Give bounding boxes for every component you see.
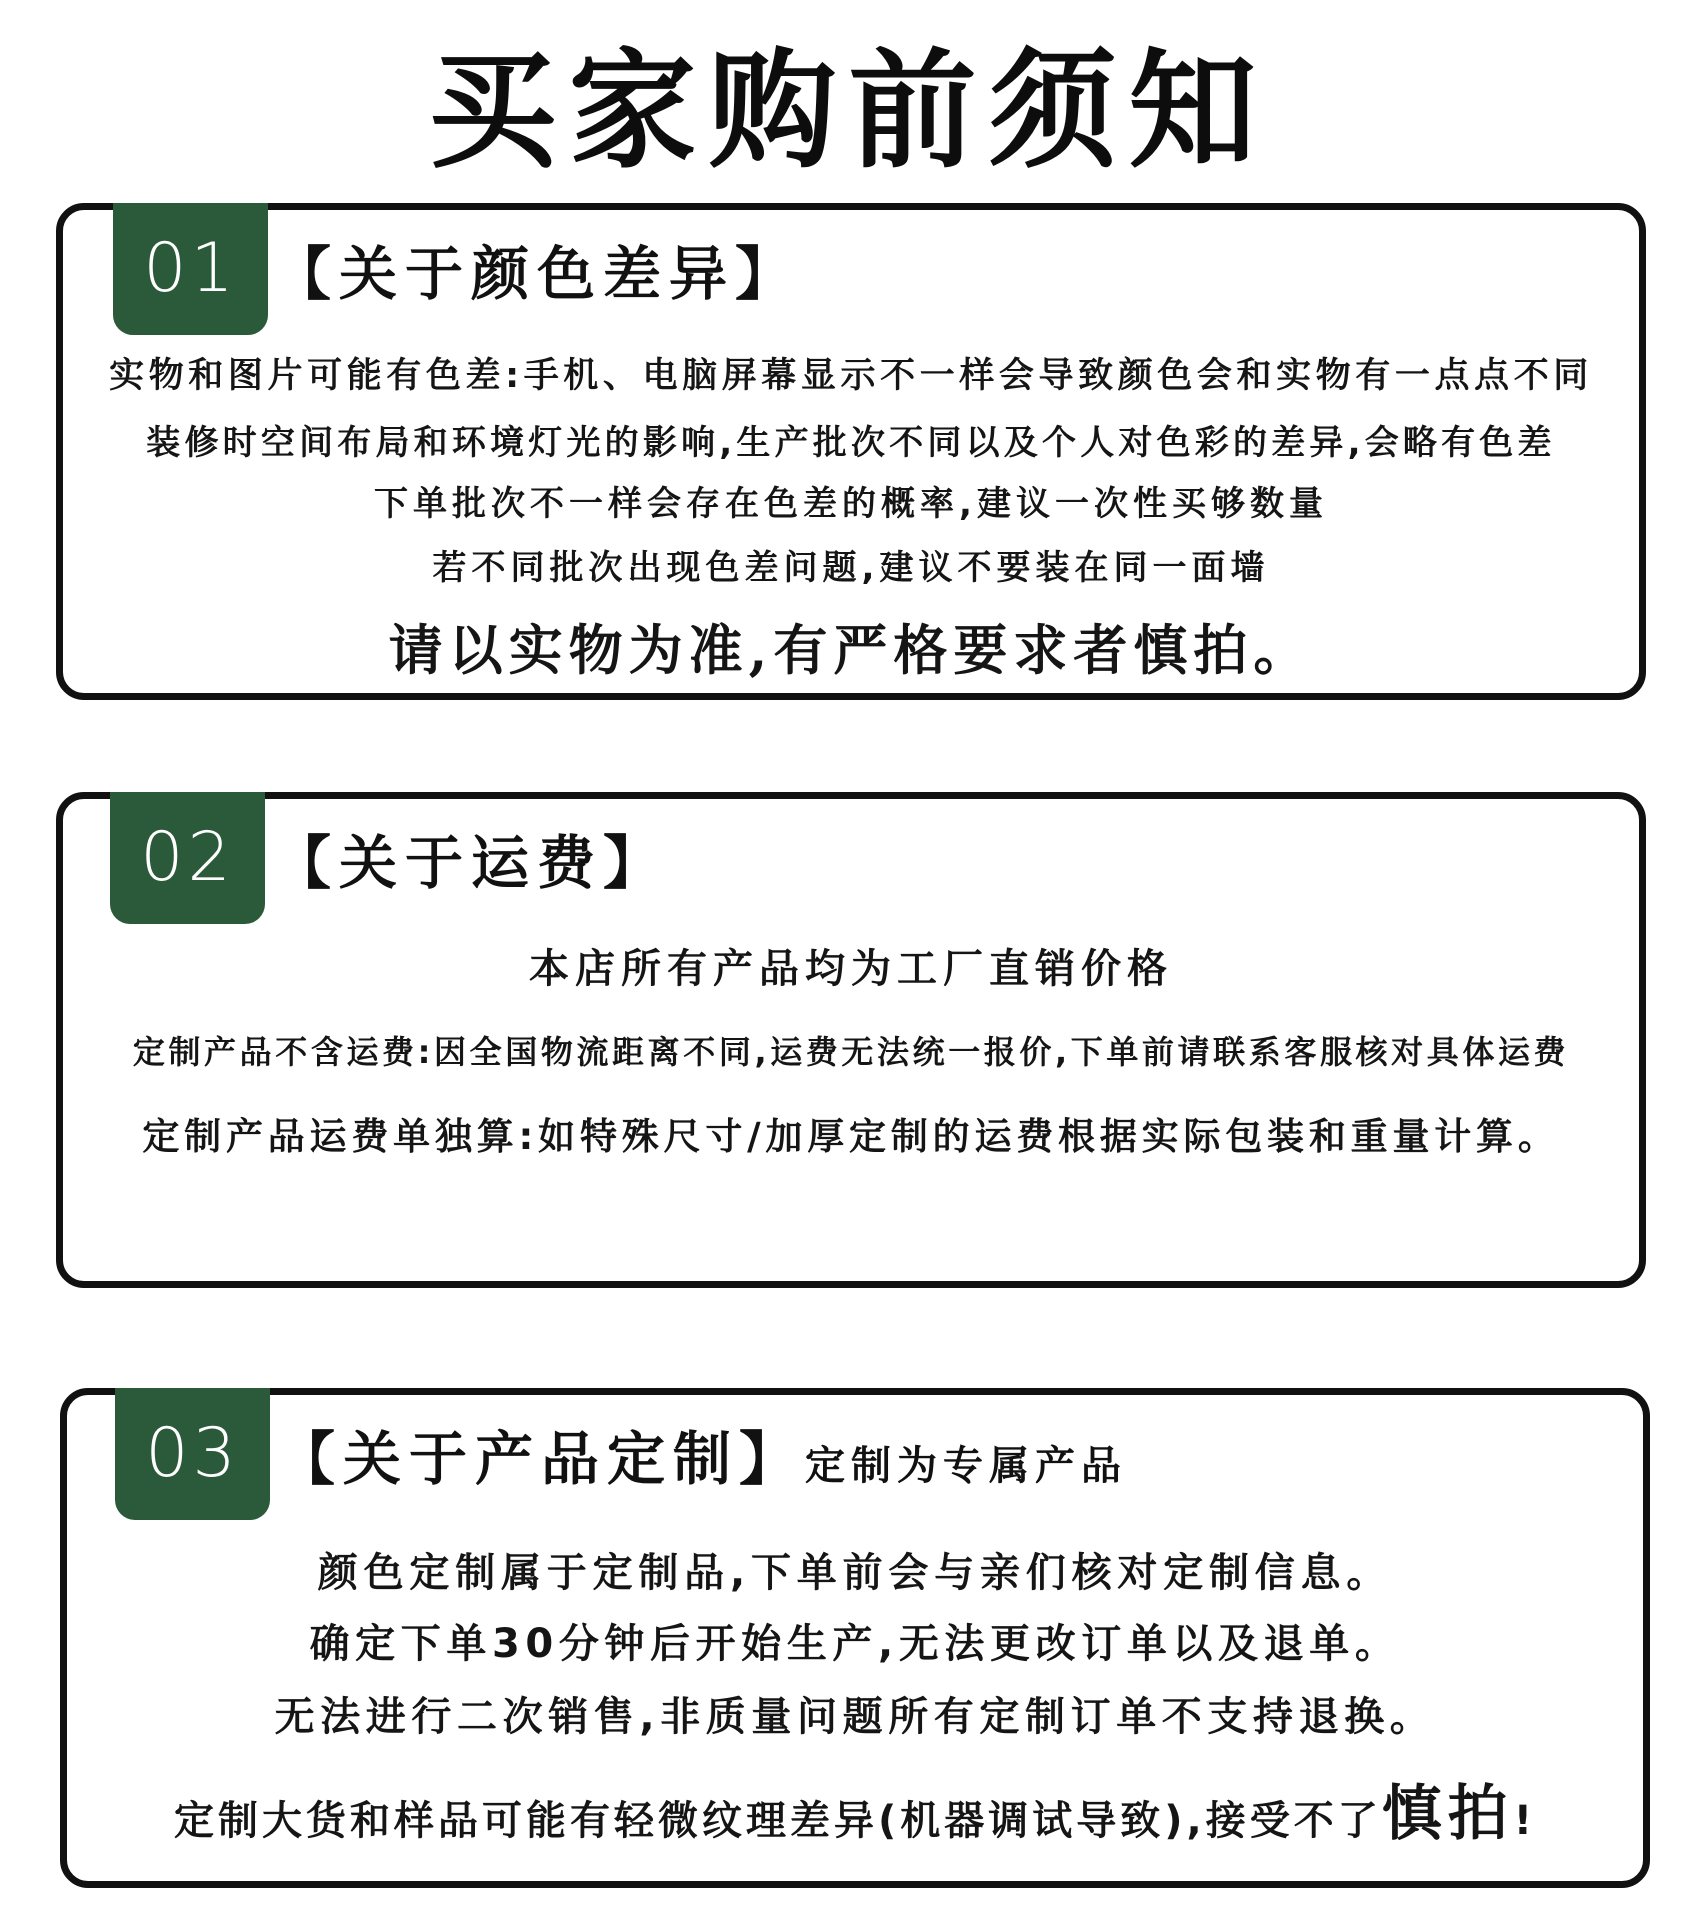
notice-card-shipping bbox=[56, 792, 1646, 1288]
notice-card-customization bbox=[60, 1388, 1650, 1888]
notice-line-end: ! bbox=[1513, 1798, 1536, 1844]
page-title: 买家购前须知 bbox=[428, 36, 1269, 186]
section-heading: 【关于运费】 bbox=[273, 829, 670, 897]
notice-line: 定制产品运费单独算:如特殊尺寸/加厚定制的运费根据实际包装和重量计算。 bbox=[142, 1115, 1560, 1158]
notice-line: 若不同批次出现色差问题,建议不要装在同一面墙 bbox=[432, 548, 1270, 588]
notice-line: 下单批次不一样会存在色差的概率,建议一次性买够数量 bbox=[374, 484, 1328, 524]
section-number-badge: 02 bbox=[110, 792, 265, 924]
notice-line: 颜色定制属于定制品,下单前会与亲们核对定制信息。 bbox=[317, 1550, 1393, 1596]
section-heading bbox=[277, 1409, 1127, 1516]
notice-line: 确定下单30分钟后开始生产,无法更改订单以及退单。 bbox=[309, 1621, 1401, 1667]
notice-line: 定制产品不含运费:因全国物流距离不同,运费无法统一报价,下单前请联系客服核对具体运费 bbox=[132, 1033, 1570, 1071]
notice-line-text: 定制大货和样品可能有轻微纹理差异(机器调试导致),接受不了 bbox=[173, 1798, 1382, 1844]
notice-card-color-difference bbox=[56, 203, 1646, 700]
notice-line bbox=[67, 1766, 1643, 1852]
notice-line: 装修时空间布局和环境灯光的影响,生产批次不同以及个人对色彩的差异,会略有色差 bbox=[146, 423, 1556, 463]
notice-emphasis-line: 请以实物为准,有严格要求者慎拍。 bbox=[388, 618, 1314, 682]
section-number-badge: 01 bbox=[113, 203, 268, 335]
section-heading: 【关于颜色差异】 bbox=[273, 240, 802, 308]
notice-emphasis-word: 慎拍 bbox=[1381, 1779, 1514, 1849]
notice-line: 本店所有产品均为工厂直销价格 bbox=[529, 946, 1173, 992]
notice-line: 实物和图片可能有色差:手机、电脑屏幕显示不一样会导致颜色会和实物有一点点不同 bbox=[109, 356, 1593, 396]
section-heading-text: 【关于产品定制】 bbox=[277, 1425, 806, 1493]
section-number-badge: 03 bbox=[115, 1388, 270, 1520]
notice-line: 无法进行二次销售,非质量问题所有定制订单不支持退换。 bbox=[274, 1694, 1436, 1740]
section-heading-note: 定制为专属产品 bbox=[805, 1442, 1128, 1489]
